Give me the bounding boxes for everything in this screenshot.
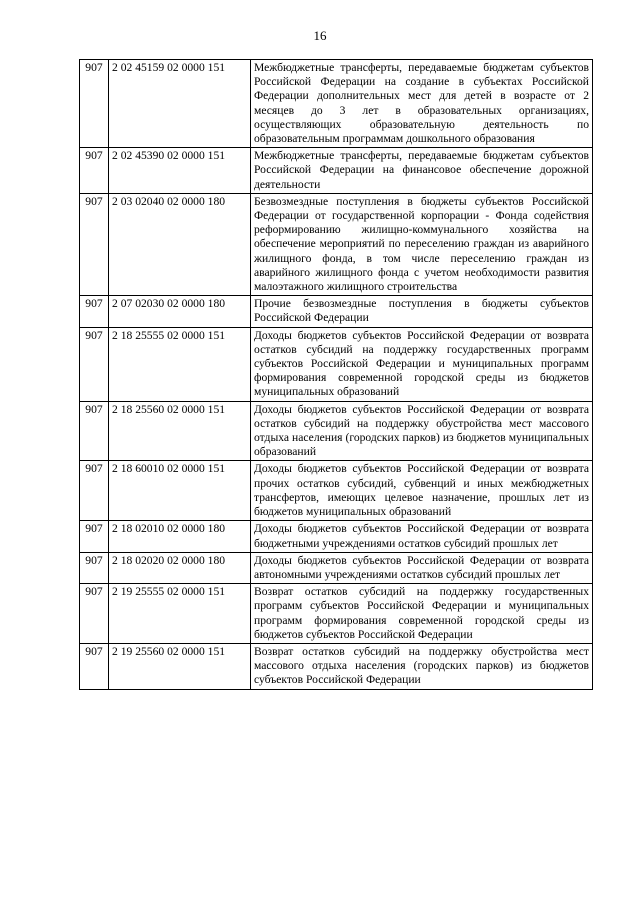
table-row <box>80 60 593 148</box>
description-cell: Возврат остатков субсидий на поддержку государственных программ субъектов Российской Федерации и муниципальных программ формирования современной городской среды из бюджетов субъектов Российской Федерации <box>251 584 593 644</box>
admin-code-cell: 907 <box>80 401 109 461</box>
budget-code-cell: 2 18 60010 02 0000 151 <box>109 461 251 521</box>
description-cell: Доходы бюджетов субъектов Российской Федерации от возврата прочих остатков субсидий, субвенций и иных межбюджетных трансфертов, имеющих целевое назначение, прошлых лет из бюджетов муниципальных образований <box>251 461 593 521</box>
budget-code-cell: 2 07 02030 02 0000 180 <box>109 296 251 327</box>
admin-code-cell: 907 <box>80 584 109 644</box>
description-cell: Межбюджетные трансферты, передаваемые бюджетам субъектов Российской Федерации на финансовое обеспечение дорожной деятельности <box>251 148 593 194</box>
budget-code-cell: 2 18 02020 02 0000 180 <box>109 552 251 583</box>
description-cell: Прочие безвозмездные поступления в бюджеты субъектов Российской Федерации <box>251 296 593 327</box>
budget-code-cell: 2 02 45390 02 0000 151 <box>109 148 251 194</box>
table-row <box>80 643 593 689</box>
admin-code-cell: 907 <box>80 461 109 521</box>
admin-code-cell: 907 <box>80 60 109 148</box>
admin-code-cell: 907 <box>80 296 109 327</box>
admin-code-cell: 907 <box>80 327 109 401</box>
table-row <box>80 401 593 461</box>
description-cell: Доходы бюджетов субъектов Российской Федерации от возврата бюджетными учреждениями остатков субсидий прошлых лет <box>251 521 593 552</box>
table-row <box>80 521 593 552</box>
budget-code-cell: 2 18 25560 02 0000 151 <box>109 401 251 461</box>
description-cell: Межбюджетные трансферты, передаваемые бюджетам субъектов Российской Федерации на создание в субъектах Российской Федерации дополнительных мест для детей в возрасте от 2 месяцев до 3 лет в образовательных организациях, осуществляющих образовательную деятельность по образовательным программам дошкольного образования <box>251 60 593 148</box>
budget-code-cell: 2 19 25555 02 0000 151 <box>109 584 251 644</box>
admin-code-cell: 907 <box>80 193 109 295</box>
table-row <box>80 461 593 521</box>
table-row <box>80 148 593 194</box>
table-row <box>80 584 593 644</box>
admin-code-cell: 907 <box>80 521 109 552</box>
description-cell: Доходы бюджетов субъектов Российской Федерации от возврата автономными учреждениями остатков субсидий прошлых лет <box>251 552 593 583</box>
table-row <box>80 296 593 327</box>
description-cell: Возврат остатков субсидий на поддержку обустройства мест массового отдыха населения (городских парков) из бюджетов субъектов Российской Федерации <box>251 643 593 689</box>
table-row <box>80 327 593 401</box>
budget-code-cell: 2 03 02040 02 0000 180 <box>109 193 251 295</box>
description-cell: Доходы бюджетов субъектов Российской Федерации от возврата остатков субсидий на поддержку обустройства мест массового отдыха населения (городских парков) из бюджетов муниципальных образований <box>251 401 593 461</box>
admin-code-cell: 907 <box>80 552 109 583</box>
budget-code-cell: 2 18 02010 02 0000 180 <box>109 521 251 552</box>
budget-code-cell: 2 19 25560 02 0000 151 <box>109 643 251 689</box>
table-row <box>80 193 593 295</box>
budget-code-cell: 2 02 45159 02 0000 151 <box>109 60 251 148</box>
admin-code-cell: 907 <box>80 148 109 194</box>
page-number: 16 <box>313 28 327 43</box>
table-row <box>80 552 593 583</box>
budget-classification-table <box>79 59 593 690</box>
admin-code-cell: 907 <box>80 643 109 689</box>
description-cell: Безвозмездные поступления в бюджеты субъектов Российской Федерации от государственной корпорации - Фонда содействия реформированию жилищно-коммунального хозяйства на обеспечение мероприятий по переселению граждан из аварийного жилищного фонда, в том числе переселению граждан из аварийного жилищного фонда с учетом необходимости развития малоэтажного жилищного строительства <box>251 193 593 295</box>
budget-code-cell: 2 18 25555 02 0000 151 <box>109 327 251 401</box>
description-cell: Доходы бюджетов субъектов Российской Федерации от возврата остатков субсидий на поддержку государственных программ субъектов Российской Федерации и муниципальных программ формирования современной городской среды из бюджетов муниципальных образований <box>251 327 593 401</box>
